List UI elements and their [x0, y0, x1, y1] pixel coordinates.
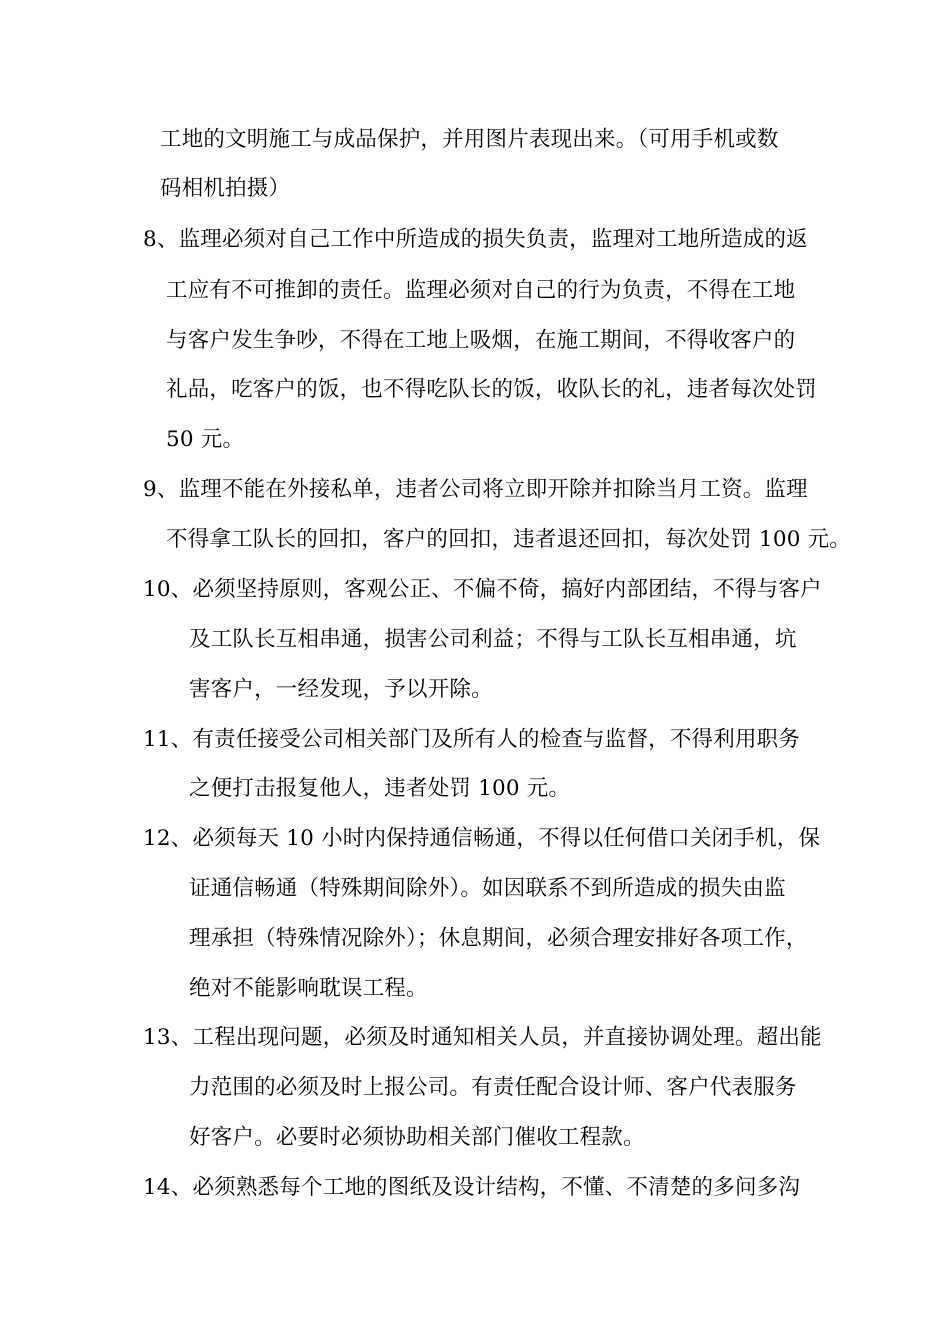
list-item-10: 10、必须坚持原则，客观公正、不偏不倚，搞好内部团结，不得与客户 [143, 577, 822, 602]
text-line: 害客户，一经发现，予以开除。 [189, 677, 493, 702]
text-line: 力范围的必须及时上报公司。有责任配合设计师、客户代表服务 [189, 1075, 797, 1100]
list-item-11: 11、有责任接受公司相关部门及所有人的检查与监督，不得利用职务 [143, 727, 801, 752]
text-line: 码相机拍摄） [160, 176, 291, 201]
text-line: 及工队长互相串通，损害公司利益；不得与工队长互相串通，坑 [189, 627, 797, 652]
text-line: 工应有不可推卸的责任。监理必须对自己的行为负责，不得在工地 [166, 278, 796, 303]
text-line: 与客户发生争吵，不得在工地上吸烟，在施工期间，不得收客户的 [166, 328, 796, 353]
list-item-12: 12、必须每天 10 小时内保持通信畅通，不得以任何借口关闭手机，保 [143, 826, 821, 851]
text-line: 证通信畅通（特殊期间除外）。如因联系不到所造成的损失由监 [189, 876, 786, 901]
list-item-8: 8、监理必须对自己工作中所造成的损失负责，监理对工地所造成的返 [143, 227, 808, 252]
text-line: 不得拿工队长的回扣，客户的回扣，违者退还回扣，每次处罚 100 元。 [166, 527, 852, 552]
text-line: 礼品，吃客户的饭，也不得吃队长的饭，收队长的礼，违者每次处罚 [166, 377, 818, 402]
text-line: 50 元。 [166, 427, 245, 452]
text-line: 好客户。必要时必须协助相关部门催收工程款。 [189, 1125, 645, 1150]
text-line: 理承担（特殊情况除外）；休息期间，必须合理安排好各项工作， [189, 926, 808, 951]
text-line: 之便打击报复他人，违者处罚 100 元。 [189, 776, 571, 801]
list-item-9: 9、监理不能在外接私单，违者公司将立即开除并扣除当月工资。监理 [143, 477, 808, 502]
list-item-13: 13、工程出现问题，必须及时通知相关人员，并直接协调处理。超出能 [143, 1025, 822, 1050]
list-item-14: 14、必须熟悉每个工地的图纸及设计结构，不懂、不清楚的多问多沟 [143, 1175, 801, 1200]
text-line: 工地的文明施工与成品保护，并用图片表现出来。（可用手机或数 [160, 127, 779, 152]
text-line: 绝对不能影响耽误工程。 [189, 976, 428, 1001]
